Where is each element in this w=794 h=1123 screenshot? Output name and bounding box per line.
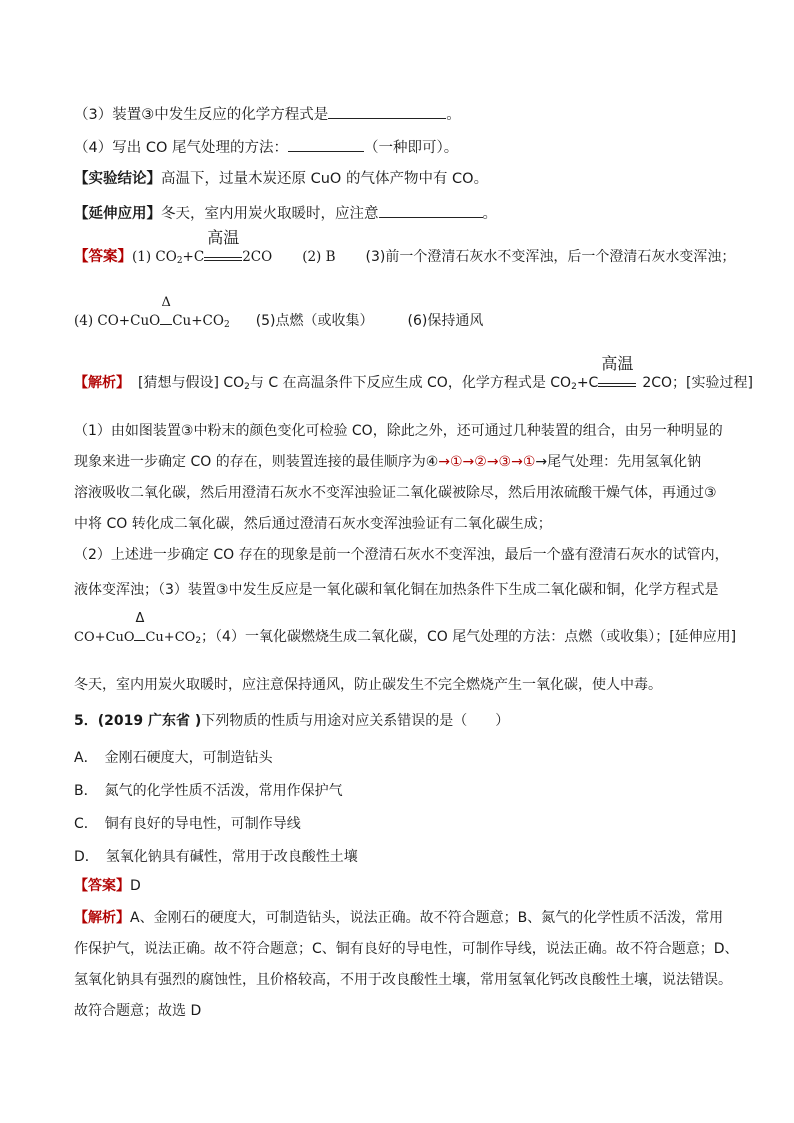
extension-end: 。 xyxy=(482,206,497,222)
question-5-analysis-line xyxy=(74,940,739,958)
equation-product: Cu+CO xyxy=(145,630,196,645)
analysis-text: 作保护气，说法正确。故不符合题意；C、铜有良好的导电性，可制作导线，说法正确。故不符合题意；D、 xyxy=(74,941,739,957)
analysis-line xyxy=(74,422,723,440)
analysis-label: 【解析】 xyxy=(74,910,130,926)
question-5-stem xyxy=(74,712,509,730)
answer-part-5: (5)点燃（或收集） xyxy=(255,313,374,329)
question-5-analysis-line xyxy=(74,1002,201,1020)
subscript: 2 xyxy=(244,382,250,392)
analysis-intro-text: [猜想与假设] CO xyxy=(138,375,245,391)
extension-text: 冬天，室内用炭火取暖时，应注意 xyxy=(161,206,379,222)
question-5-analysis-line xyxy=(74,971,732,989)
question-3 xyxy=(74,104,461,124)
answer-line-2 xyxy=(74,295,484,334)
equation-bar xyxy=(160,324,172,325)
answer-part-1-mid: +C xyxy=(182,249,205,265)
option-text: A． 金刚石硬度大，可制造钻头 xyxy=(74,750,273,766)
analysis-text: 氢氧化钠具有强烈的腐蚀性，且价格较高，不用于改良酸性土壤，常用氢氧化钙改良酸性土壤，说法错误。 xyxy=(74,972,732,988)
equation-condition xyxy=(160,295,172,325)
equation-condition xyxy=(134,611,145,641)
option-d[interactable] xyxy=(74,848,358,866)
answer-blank[interactable] xyxy=(328,104,446,119)
analysis-text: 液体变浑浊；（3）装置③中发生反应是一氧化碳和氧化铜在加热条件下生成二氧化碳和铜，化学方程式是 xyxy=(74,582,719,598)
option-text: C． 铜有良好的导电性，可制作导线 xyxy=(74,816,301,832)
analysis-text: （2）上述进一步确定 CO 存在的现象是前一个澄清石灰水不变浑浊，最后一个盛有澄清石灰水的试管内， xyxy=(74,547,729,563)
analysis-text: ；（4）一氧化碳燃烧生成二氧化碳，CO 尾气处理的方法：点燃（或收集）；[延伸应用] xyxy=(201,629,737,645)
analysis-line xyxy=(74,515,552,533)
answer-blank[interactable] xyxy=(288,137,364,152)
answer-line-1 xyxy=(74,228,736,270)
option-c[interactable] xyxy=(74,815,301,833)
question-3-end: 。 xyxy=(446,107,461,123)
option-b[interactable] xyxy=(74,782,343,800)
condition-text: 高温 xyxy=(207,228,240,247)
question-number: 5． xyxy=(74,713,98,729)
option-a[interactable] xyxy=(74,749,273,767)
question-4-text: （4）写出 CO 尾气处理的方法： xyxy=(74,140,288,156)
option-text: D． 氢氧化钠具有碱性，常用于改良酸性土壤 xyxy=(74,849,358,865)
analysis-line xyxy=(74,611,737,650)
question-4 xyxy=(74,137,458,157)
answer-part-1-product: 2CO xyxy=(242,249,273,265)
question-5-analysis-line xyxy=(74,909,723,927)
answer-part-4-product: Cu+CO xyxy=(172,313,224,329)
analysis-label: 【解析】 xyxy=(74,375,130,391)
subscript: 2 xyxy=(195,636,202,646)
equation-bar xyxy=(598,383,636,387)
answer-label: 【答案】 xyxy=(74,878,130,894)
answer-part-3: (3)前一个澄清石灰水不变浑浊，后一个澄清石灰水变浑浊； xyxy=(365,249,736,265)
analysis-line xyxy=(74,453,701,471)
analysis-intro-text-3: +C xyxy=(576,375,599,391)
analysis-text: 现象来进一步确定 CO 的存在，则装置连接的最佳顺序为④ xyxy=(74,454,439,470)
analysis-text: 冬天，室内用炭火取暖时，应注意保持通风，防止碳发生不完全燃烧产生一氧化碳，使人中毒。 xyxy=(74,677,662,693)
analysis-line xyxy=(74,676,662,694)
experiment-conclusion xyxy=(74,170,488,188)
analysis-text: A、金刚石的硬度大，可制造钻头，说法正确。故不符合题意；B、氮气的化学性质不活泼，常用 xyxy=(130,910,724,926)
analysis-line xyxy=(74,581,718,599)
equation-bar xyxy=(134,640,145,641)
analysis-text: （1）由如图装置③中粉末的颜色变化可检验 CO，除此之外，还可通过几种装置的组合，由另一种明显的 xyxy=(74,423,723,439)
question-source: (2019 广东省 ) xyxy=(97,713,202,729)
equation-condition xyxy=(204,228,242,261)
analysis-text: 溶液吸收二氧化碳，然后用澄清石灰水不变浑浊验证二氧化碳被除尽，然后用浓硫酸干燥气体，再通过③ xyxy=(74,485,717,501)
analysis-line xyxy=(74,484,717,502)
answer-part-2: (2) B xyxy=(302,249,336,265)
answer-part-6: (6)保持通风 xyxy=(407,313,484,329)
question-3-text: （3）装置③中发生反应的化学方程式是 xyxy=(74,107,329,123)
extension-application xyxy=(74,203,497,223)
subscript: 2 xyxy=(176,256,183,266)
subscript: 2 xyxy=(571,382,577,392)
analysis-line xyxy=(74,546,729,564)
conclusion-text: 高温下，过量木炭还原 CuO 的气体产物中有 CO。 xyxy=(161,171,489,187)
answer-part-4-prefix: (4) CO+CuO xyxy=(74,313,161,329)
subscript: 2 xyxy=(223,320,230,330)
extension-label: 【延伸应用】 xyxy=(74,206,161,222)
analysis-product-text: 2CO；[实验过程] xyxy=(642,375,753,391)
analysis-text: 故符合题意；故选 D xyxy=(74,1003,202,1019)
delta-symbol: Δ xyxy=(135,611,145,626)
analysis-text: 中将 CO 转化成二氧化碳，然后通过澄清石灰水变浑浊验证有二氧化碳生成； xyxy=(74,516,552,532)
analysis-intro-text-2: 与 C 在高温条件下反应生成 CO，化学方程式是 CO xyxy=(249,375,572,391)
answer-label: 【答案】 xyxy=(74,249,132,265)
equation-condition xyxy=(598,354,636,387)
device-order-chain: →①→②→③→① xyxy=(438,454,536,470)
answer-blank[interactable] xyxy=(379,203,483,218)
delta-symbol: Δ xyxy=(161,295,171,310)
question-4-end: （一种即可）。 xyxy=(363,140,459,156)
analysis-intro xyxy=(74,354,753,396)
condition-text: 高温 xyxy=(601,354,634,373)
equation-bar xyxy=(204,257,242,261)
conclusion-label: 【实验结论】 xyxy=(74,171,161,187)
question-stem: 下列物质的性质与用途对应关系错误的是（ ） xyxy=(201,713,510,729)
question-5-answer xyxy=(74,877,141,895)
answer-part-1-prefix: (1) CO xyxy=(132,249,177,265)
equation-reactants: CO+CuO xyxy=(74,630,135,645)
option-text: B． 氮气的化学性质不活泼，常用作保护气 xyxy=(74,783,343,799)
answer-value: D xyxy=(130,878,141,894)
analysis-text: →尾气处理：先用氢氧化钠 xyxy=(535,454,702,470)
